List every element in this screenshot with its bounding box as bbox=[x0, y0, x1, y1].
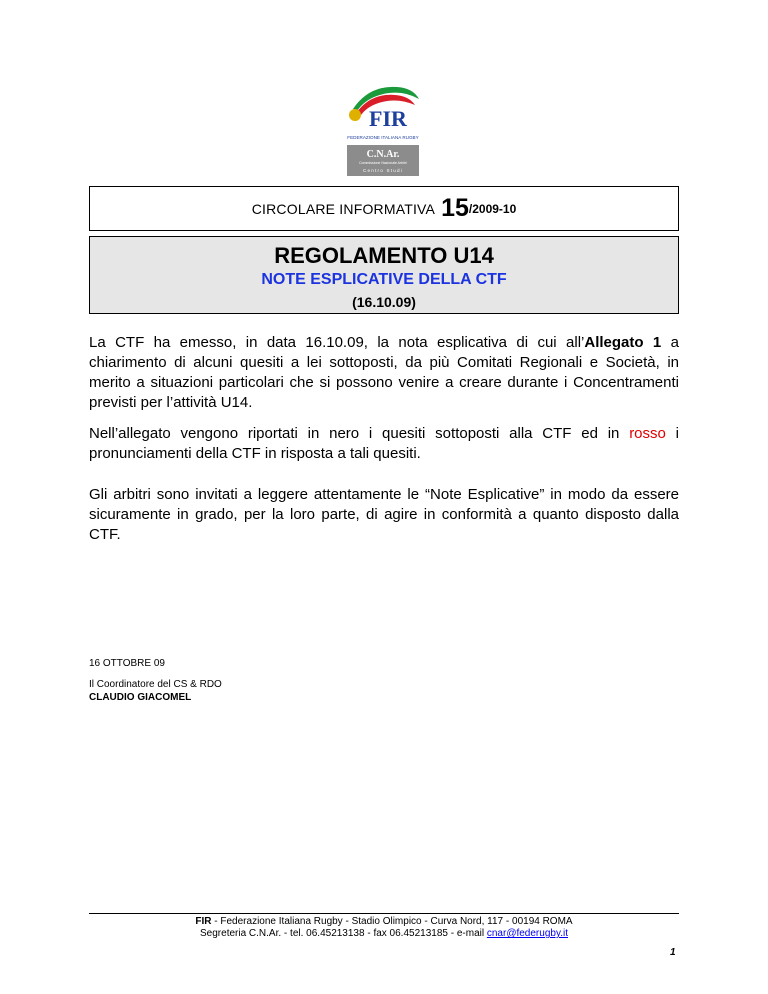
logo-cnar-text: C.N.Ar. bbox=[366, 149, 400, 160]
document-title: REGOLAMENTO U14 bbox=[274, 243, 494, 268]
footer-divider bbox=[89, 913, 679, 914]
title-box bbox=[89, 236, 679, 314]
footer-line-1 bbox=[89, 916, 679, 928]
paragraph-2-text-a: Nell’allegato vengono riportati in nero i quesiti sottoposti alla CTF ed in bbox=[89, 425, 630, 442]
paragraph-1-text-b: a chiarimento di alcuni quesiti a lei sottoposti, da più Comitati Regionali e Società, in merito a situazioni particolari che si possono venire a creare durante i Concentramenti previsti per l’attività U14. bbox=[89, 334, 679, 411]
signature-date: 16 OTTOBRE 09 bbox=[89, 658, 165, 669]
logo-federation-text: FEDERAZIONE ITALIANA RUGBY bbox=[347, 135, 419, 140]
signature-name: CLAUDIO GIACOMEL bbox=[89, 692, 192, 703]
allegato-reference: Allegato 1 bbox=[584, 334, 662, 351]
page-number: 1 bbox=[670, 947, 676, 958]
document-subtitle: NOTE ESPLICATIVE DELLA CTF bbox=[261, 271, 507, 288]
rosso-word: rosso bbox=[629, 425, 666, 442]
paragraph-1 bbox=[89, 333, 679, 413]
footer-email-link[interactable]: cnar@federugby.it bbox=[486, 928, 568, 939]
circolare-number: 15 bbox=[441, 194, 469, 222]
footer bbox=[89, 916, 679, 940]
circolare-label: CIRCOLARE INFORMATIVA bbox=[251, 200, 436, 217]
signature-role: Il Coordinatore del CS & RDO bbox=[89, 679, 222, 690]
logo-centro-text: Centro Studi bbox=[363, 168, 403, 173]
circolare-season: /2009-10 bbox=[468, 201, 517, 216]
logo-cnar-full-text: Commissione Nazionale Arbitri bbox=[359, 161, 407, 165]
paragraph-3: Gli arbitri sono invitati a leggere attentamente le “Note Esplicative” in modo da essere sicuramente in grado, per la loro parte, di agire in conformità a quanto disposto dalla CTF. bbox=[89, 486, 679, 543]
circolare-header-box bbox=[89, 186, 679, 231]
fir-cnar-logo bbox=[339, 79, 427, 177]
logo-fir-text: FIR bbox=[369, 106, 407, 131]
footer-line-2 bbox=[89, 928, 679, 940]
footer-address: - Federazione Italiana Rugby - Stadio Olimpico - Curva Nord, 117 - 00194 ROMA bbox=[211, 916, 573, 927]
footer-contacts: Segreteria C.N.Ar. - tel. 06.45213138 - fax 06.45213185 - e-mail bbox=[200, 928, 487, 939]
document-date: (16.10.09) bbox=[352, 294, 416, 310]
footer-fir: FIR bbox=[195, 916, 212, 927]
paragraph-2-text-b: i pronunciamenti della CTF in risposta a tali quesiti. bbox=[89, 425, 679, 462]
paragraph-2 bbox=[89, 424, 679, 464]
paragraph-1-text-a: La CTF ha emesso, in data 16.10.09, la nota esplicativa di cui all’ bbox=[89, 334, 585, 351]
